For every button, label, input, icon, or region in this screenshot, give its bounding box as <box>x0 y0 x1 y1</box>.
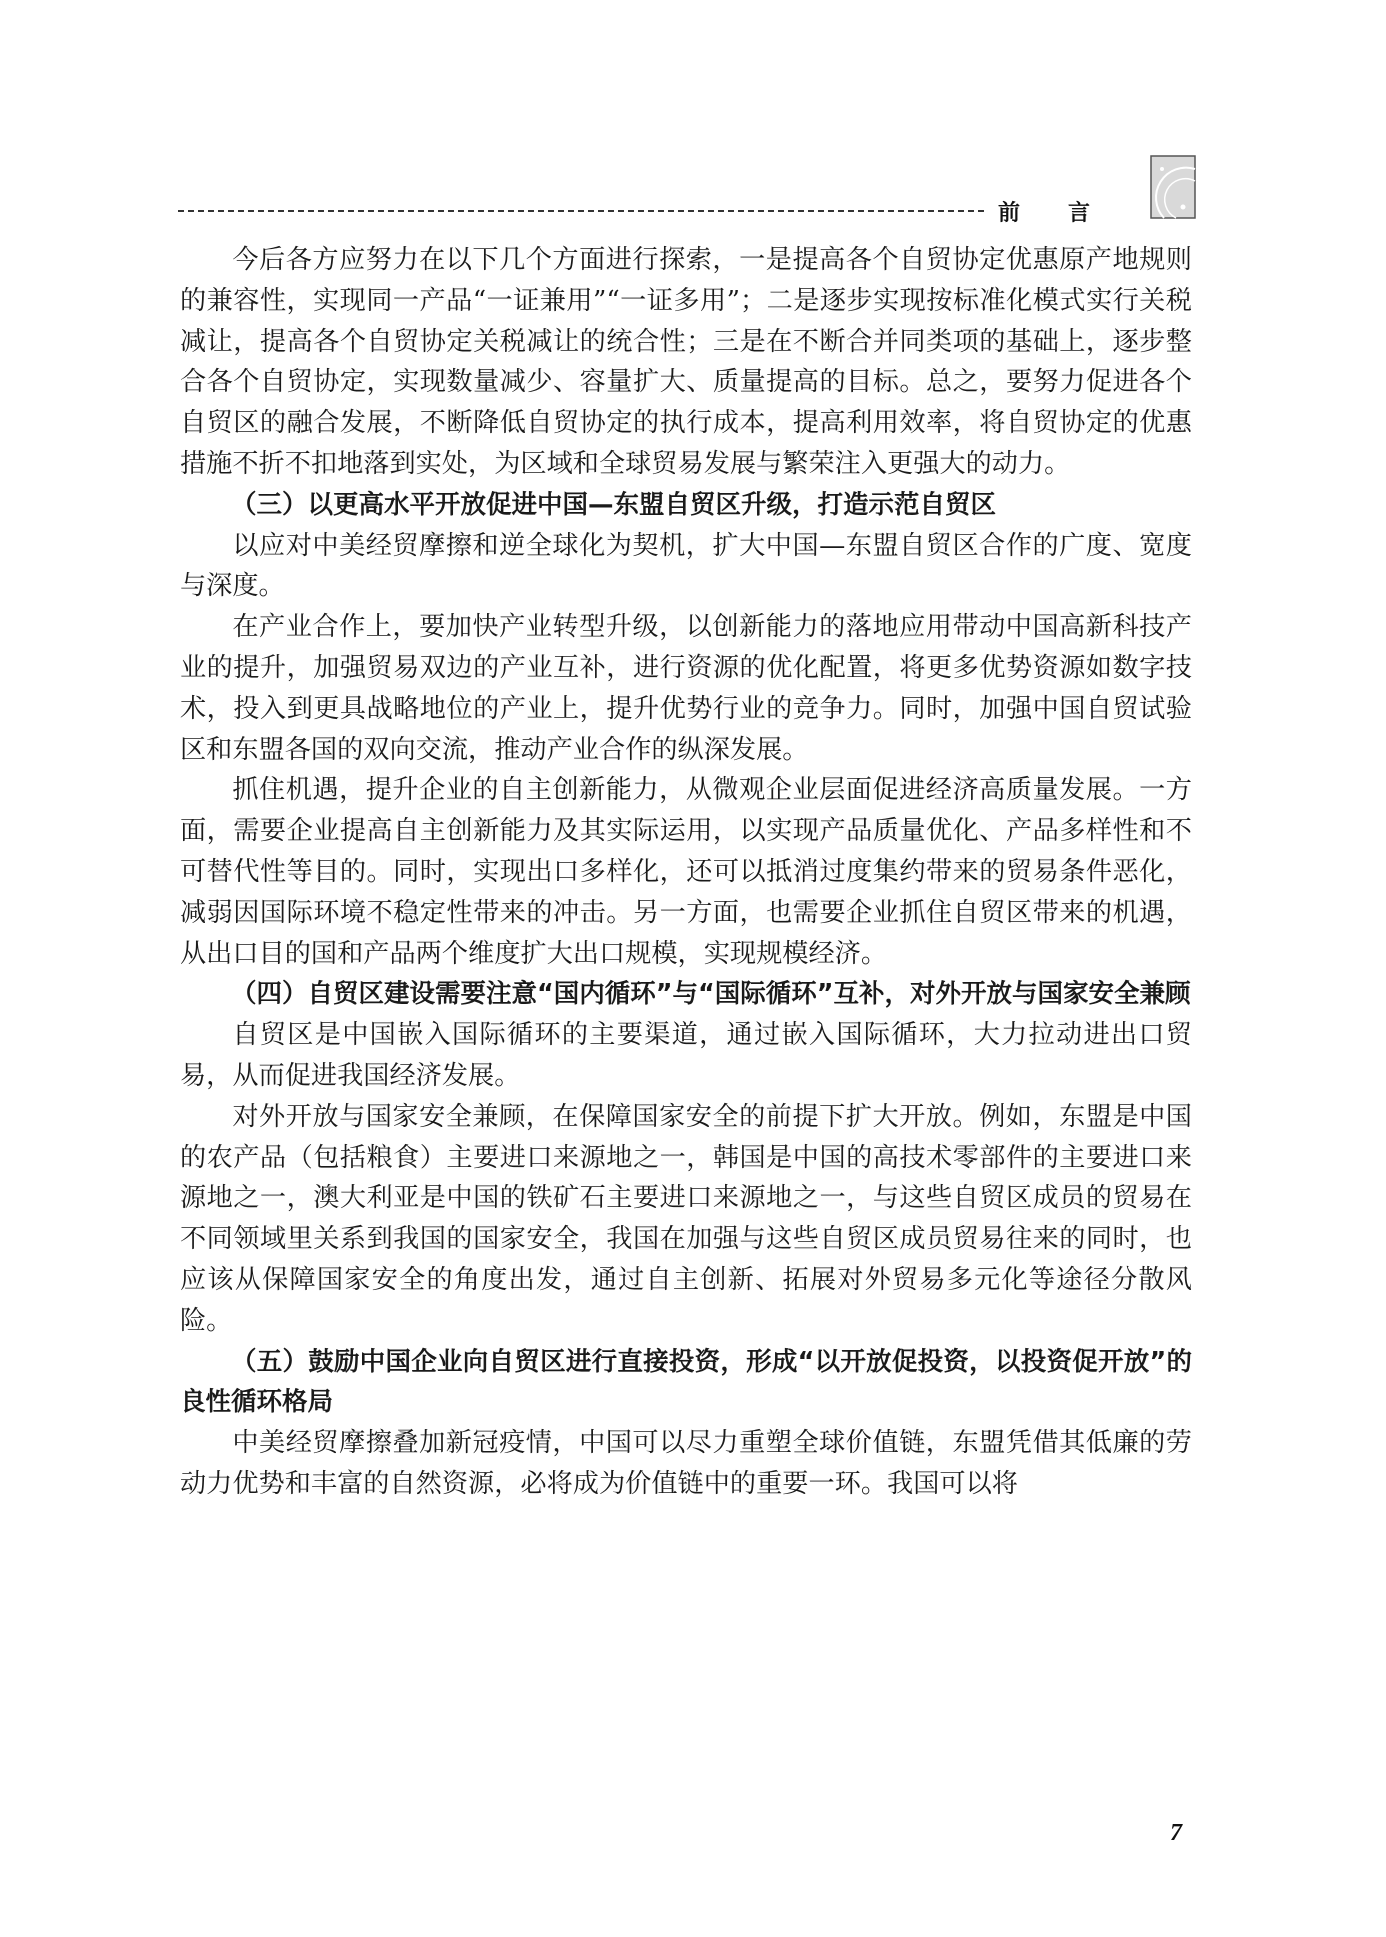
section-heading-4: （四）自贸区建设需要注意“国内循环”与“国际循环”互补，对外开放与国家安全兼顾 <box>231 979 1191 1010</box>
page-number: 7 <box>1170 1820 1182 1846</box>
paragraph: 对外开放与国家安全兼顾，在保障国家安全的前提下扩大开放。例如，东盟是中国的农产品（包括粮食）主要进口来源地之一，韩国是中国的高技术零部件的主要进口来源地之一，澳大利亚是中国的铁矿石主要进口来源地之一，与这些自贸区成员的贸易在不同领域里关系到我国的国家安全，我国在加强与这些自贸区成员贸易往来的同时，也应该从保障国家安全的角度出发，通过自主创新、拓展对外贸易多元化等途径分散风险。 <box>180 1101 1192 1336</box>
dashed-rule <box>178 210 984 212</box>
paragraph: 抓住机遇，提升企业的自主创新能力，从微观企业层面促进经济高质量发展。一方面，需要企业提高自主创新能力及其实际运用，以实现产品质量优化、产品多样性和不可替代性等目的。同时，实现出口多样化，还可以抵消过度集约带来的贸易条件恶化，减弱因国际环境不稳定性带来的冲击。另一方面，也需要企业抓住自贸区带来的机遇，从出口目的国和产品两个维度扩大出口规模，实现规模经济。 <box>180 775 1192 969</box>
paragraph: 在产业合作上，要加快产业转型升级，以创新能力的落地应用带动中国高新科技产业的提升，加强贸易双边的产业互补，进行资源的优化配置，将更多优势资源如数字技术，投入到更具战略地位的产业上，提升优势行业的竞争力。同时，加强中国自贸试验区和东盟各国的双向交流，推动产业合作的纵深发展。 <box>180 612 1192 765</box>
running-head <box>178 196 1138 226</box>
running-head-title: 前言 <box>997 200 1138 226</box>
section-heading-3: （三）以更高水平开放促进中国—东盟自贸区升级，打造示范自贸区 <box>231 489 997 520</box>
section-heading-5: （五）鼓励中国企业向自贸区进行直接投资，形成“以开放促投资，以投资促开放”的良性循环格局 <box>180 1346 1192 1418</box>
paragraph: 自贸区是中国嵌入国际循环的主要渠道，通过嵌入国际循环，大力拉动进出口贸易，从而促进我国经济发展。 <box>180 1020 1192 1091</box>
paragraph: 以应对中美经贸摩擦和逆全球化为契机，扩大中国—东盟自贸区合作的广度、宽度与深度。 <box>180 530 1192 602</box>
body-text <box>180 240 1192 1505</box>
corner-ornament-icon <box>1150 155 1196 219</box>
paragraph: 今后各方应努力在以下几个方面进行探索，一是提高各个自贸协定优惠原产地规则的兼容性，实现同一产品“一证兼用”“一证多用”；二是逐步实现按标准化模式实行关税减让，提高各个自贸协定关税减让的统合性；三是在不断合并同类项的基础上，逐步整合各个自贸协定，实现数量减少、容量扩大、质量提高的目标。总之，要努力促进各个自贸区的融合发展，不断降低自贸协定的执行成本，提高利用效率，将自贸协定的优惠措施不折不扣地落到实处，为区域和全球贸易发展与繁荣注入更强大的动力。 <box>180 245 1192 479</box>
paragraph: 中美经贸摩擦叠加新冠疫情，中国可以尽力重塑全球价值链，东盟凭借其低廉的劳动力优势和丰富的自然资源，必将成为价值链中的重要一环。我国可以将 <box>180 1428 1192 1499</box>
